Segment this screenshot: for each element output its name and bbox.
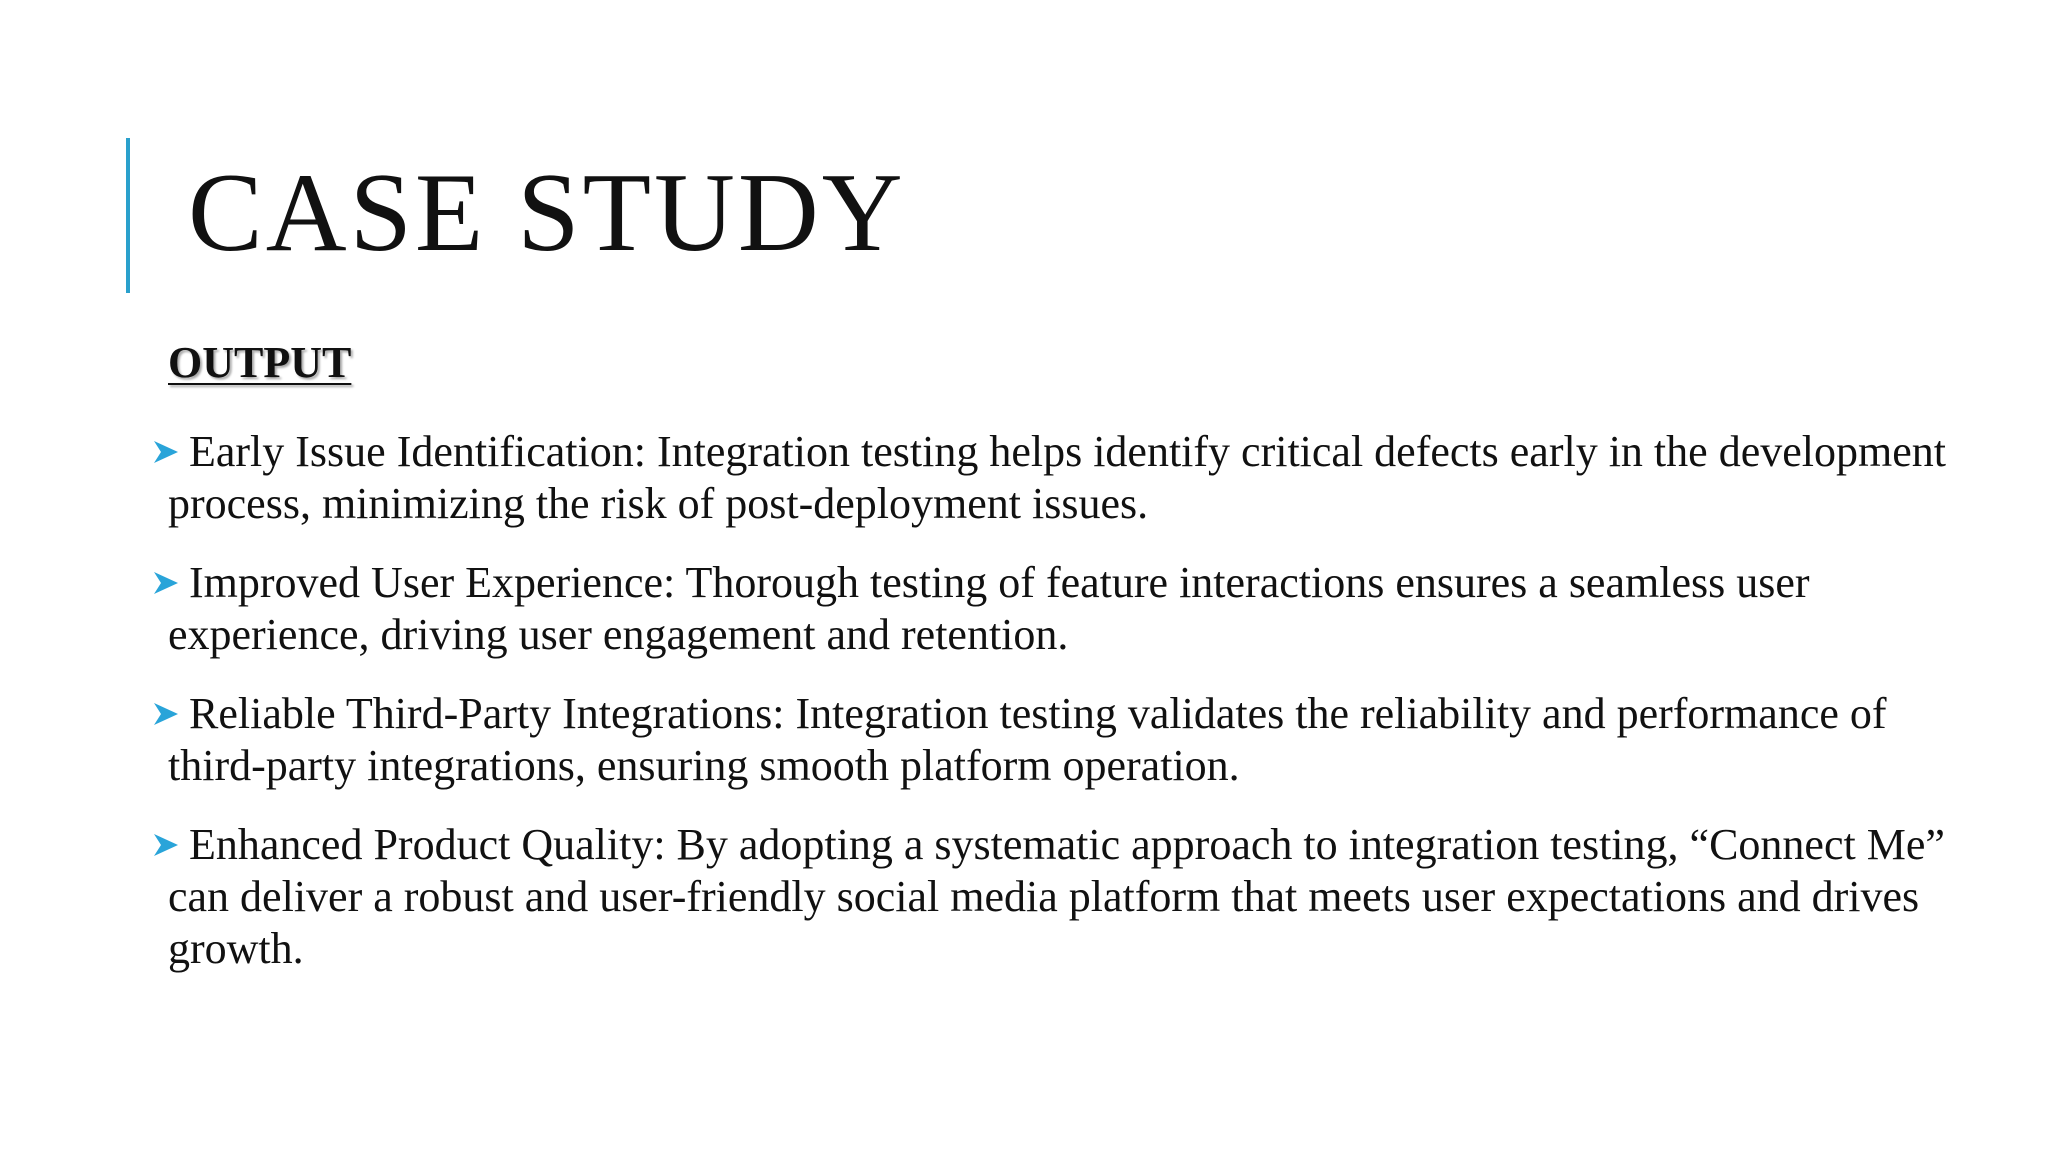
bullet-text: Early Issue Identification: Integration testing helps identify critical defects early in the development process, minimizing the risk of post-deployment issues. bbox=[168, 427, 1946, 528]
right-arrow-bullet-icon bbox=[153, 819, 179, 871]
right-arrow-bullet-icon bbox=[153, 557, 179, 609]
bullet-text: Enhanced Product Quality: By adopting a systematic approach to integration testing, “Connect Me” can deliver a robust and user-friendly social media platform that meets user expectations and drives growth. bbox=[168, 820, 1945, 973]
bullet-item bbox=[150, 688, 1990, 792]
right-arrow-bullet-icon bbox=[153, 426, 179, 478]
bullet-text: Improved User Experience: Thorough testing of feature interactions ensures a seamless user experience, driving user engagement and retention. bbox=[168, 558, 1810, 659]
section-subheading: OUTPUT bbox=[168, 338, 352, 387]
bullet-item bbox=[150, 819, 1990, 975]
slide-title: CASE STUDY bbox=[188, 151, 906, 275]
right-arrow-bullet-icon bbox=[153, 688, 179, 740]
bullet-item bbox=[150, 557, 1990, 661]
bullet-list bbox=[150, 426, 1990, 1002]
bullet-item bbox=[150, 426, 1990, 530]
bullet-text: Reliable Third-Party Integrations: Integration testing validates the reliability and performance of third-party integrations, ensuring smooth platform operation. bbox=[168, 689, 1887, 790]
title-accent-bar bbox=[126, 138, 130, 293]
